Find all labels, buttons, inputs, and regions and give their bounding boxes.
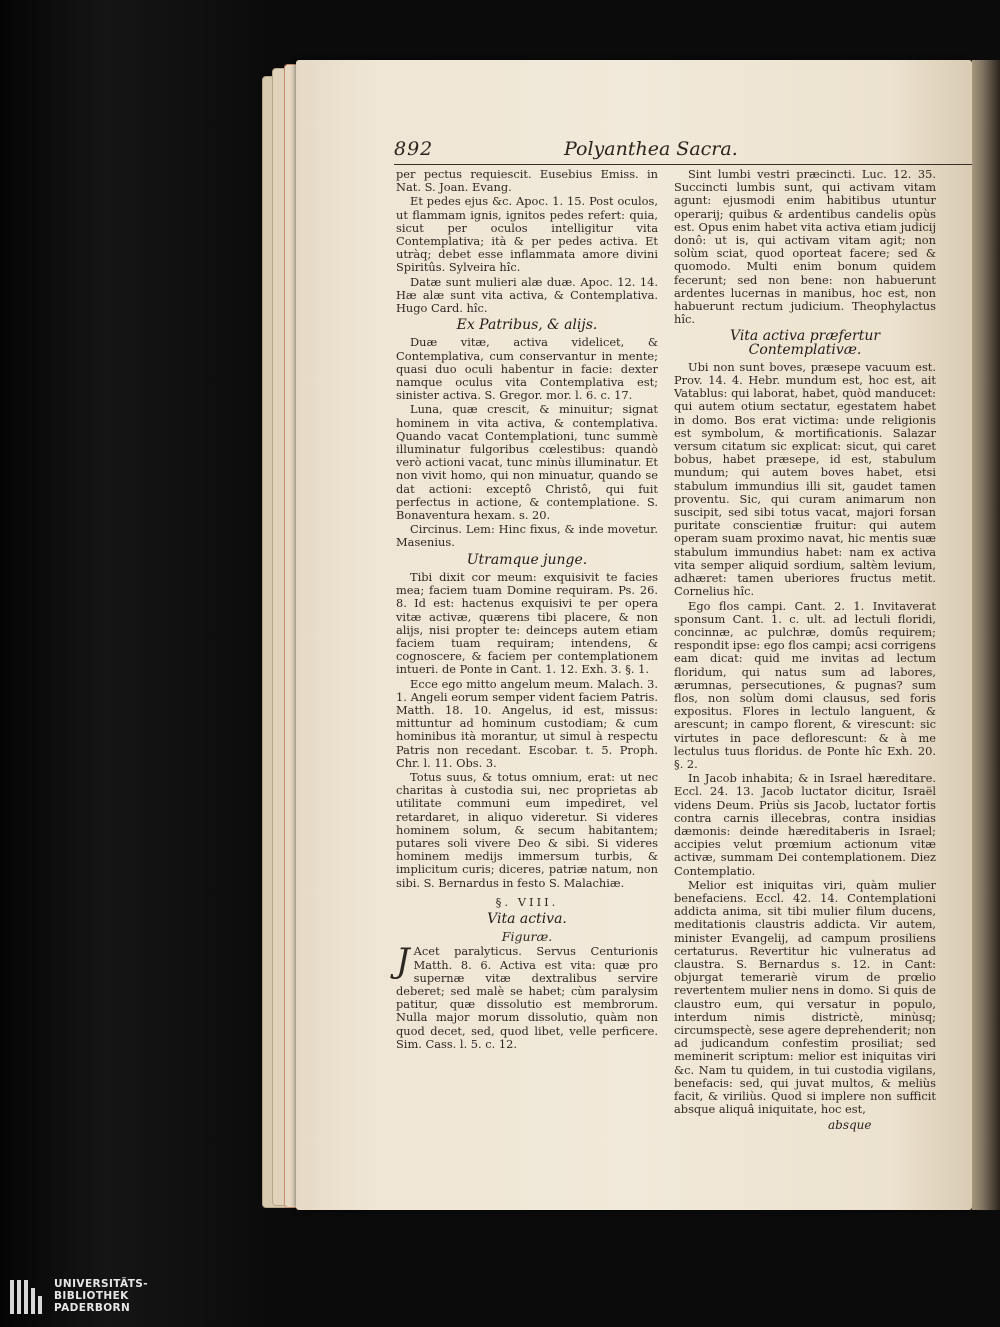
right-column-paragraph: Ubi non sunt boves, præsepe vacuum est. Prov. 14. 4. Hebr. mundum est, hoc est, ait Vatablus: qui laborat, habet, quòd manducet: qui autem otium sectatur, egestatem habet in domo. Bos erat victima: unde religionis est symbolum, & mortificationis. Salazar versum citatum sic explicat: sicut, qui caret bobus, habet præsepe, id est, stabulum mundum; qui autem boves habet, etsi stabulum immundius illi sit, gaudet tamen proventu. Sic, qui curam animarum non suscipit, sed sibi totus vacat, majori forsan puritate conscientiæ fruitur: qui autem operam suam proximo navat, hic mentis suæ stabulum immundius habet: nam ex activa vita semper aliquid sordium, saltèm levium, adhæret: tamen uberiores fructus metit. Cornelius hîc.: [674, 359, 936, 599]
left-column-heading: Figuræ.: [501, 929, 553, 945]
drop-cap: J: [396, 941, 410, 982]
left-column-paragraph: [396, 941, 658, 1051]
left-column-paragraph: Totus suus, & totus omnium, erat: ut nec charitas à custodia sui, nec proprietas ab utilitate communi eum impediret, vel retardaret, in aliquo videretur. Si videres hominem solum, & secum habitantem; putares soli vivere Deo & sibi. Si videres hominem medijs immersum turbis, & implicitum curis; diceres, patriæ natum, non sibi. S. Bernardus in festo S. Malachiæ.: [396, 769, 658, 890]
book-page: [296, 60, 972, 1210]
left-column-paragraph: per pectus requiescit. Eusebius Emiss. in Nat. S. Joan. Evang.: [396, 167, 658, 195]
logo-line-3: PADERBORN: [54, 1302, 131, 1314]
library-logo-icon: [10, 1280, 44, 1314]
right-column-paragraph: Melior est iniquitas viri, quàm mulier benefaciens. Eccl. 42. 14. Contemplationi addicta anima, sit tibi mulier filum ducens, meditationis claustris addicta. Vir autem, minister Evangelij, ad campum prosiliens certaturus. Revertitur hic vulneratus ad claustra. S. Bernardus s. 12. in Cant: objurgat temerariè virum de prœlio revertentem mulier nens in domo. Si quis de claustro eum, qui versatur in populo, interdum nimis districtè, minùsq; circumspectè, sese agere deprehenderit; non ad judicandum confestim prosiliat; sed meminerit scriptum: melior est iniquitas viri &c. Nam tu quidem, in tui custodia vigilans, benefacis: sed, qui juvat multos, & meliùs facit, & viriliùs. Quod si implere non sufficit absque aliquâ iniquitate, hoc est,: [674, 877, 936, 1117]
left-column-heading: §. VIII.: [495, 894, 559, 909]
logo-line-1: UNIVERSITÄTS-: [54, 1278, 149, 1290]
left-column-paragraph: Duæ vitæ, activa videlicet, & Contemplativa, cum conservantur in mente; quasi duo oculi habentur in facie: dexter namque oculus vita Contemplativa est; sinister activa. S. Gregor. mor. l. 6. c. 17.: [396, 335, 658, 403]
left-column-heading: Ex Patribus, & alijs.: [456, 317, 598, 334]
right-column-heading: Vita activa præfertur Contemplativæ.: [729, 328, 881, 358]
left-column-heading: Vita activa.: [487, 910, 567, 927]
running-head: Polyanthea Sacra.: [564, 138, 738, 160]
left-column-paragraph: Et pedes ejus &c. Apoc. 1. 15. Post oculos, ut flammam ignis, ignitos pedes refert: quia, sicut per oculos intelligitur vita Contemplativa; ità & per pedes activa. Et utràq; debet esse inflammata amore divini Spiritûs. Sylveira hîc.: [396, 194, 658, 275]
left-column-heading: Utramque junge.: [466, 551, 588, 568]
library-logo-text: [54, 1278, 214, 1314]
catchword: absque: [828, 1118, 872, 1132]
text-column-left: [396, 168, 658, 1052]
scanner-background: [0, 0, 262, 1327]
right-column-paragraph: Ego flos campi. Cant. 2. 1. Invitaverat sponsum Cant. 1. c. ult. ad lectuli floridi, concinnæ, ac pulchræ, domûs requirem; respondit ipse: ego flos campi; acsi corrigens eam dicat: quid me invitas ad lectum floridum, qui natus sum ad labores, ærumnas, persecutiones, & pugnas? sum flos, non solùm domi clausus, sed foris expositus. Flores in lectulo languent, & arescunt; in campo florent, & virescunt: sic virtutes in pace deflorescunt: & à me lectulus tuus floridus. de Ponte hîc Exh. 20. §. 2.: [674, 598, 936, 771]
left-column-paragraph: Ecce ego mitto angelum meum. Malach. 3. 1. Angeli eorum semper vident faciem Patris. Matth. 18. 10. Angelus, id est, missus: mittuntur ad hominum custodiam; & cum hominibus ità morantur, ut simul à respectu Patris non recedant. Escobar. t. 5. Proph. Chr. l. 11. Obs. 3.: [396, 676, 658, 770]
right-column-paragraph: In Jacob inhabita; & in Israel hæreditare. Eccl. 24. 13. Jacob luctator dicitur, Israël videns Deum. Priùs sis Jacob, luctator fortis contra carnis illecebras, contra insidias dæmonis: deinde hæreditaberis in Israel; accipies velut prœmium actionum vitæ activæ, summam Dei contemplationem. Diez Contemplatio.: [674, 771, 936, 878]
right-column-paragraph: Sint lumbi vestri præcincti. Luc. 12. 35. Succincti lumbis sunt, qui activam vitam agunt: ejusmodi enim habitibus utuntur operarij; quibus & ardentibus candelis opùs est. Opus enim habet vita activa etiam judicij donô: ut is, qui activam vitam agit; non solùm sciat, quod oporteat facere; sed & quomodo. Multi enim bonum quidem fecerunt; sed non bene: non habuerunt ardentes lucernas in manibus, hoc est, non habuerunt rectum judicium. Theophylactus hîc.: [674, 167, 936, 327]
left-column-paragraph: Tibi dixit cor meum: exquisivit te facies mea; faciem tuam Domine requiram. Ps. 26. 8. Id est: hactenus exquisivi te per opera vitæ activæ, quærens tibi placere, & non alijs, nisi propter te: deinceps autem etiam faciem tuam requiram; intendens, & cognoscere, & faciem per contemplationem intueri. de Ponte in Cant. 1. 12. Exh. 3. §. 1.: [396, 569, 658, 677]
logo-line-2: BIBLIOTHEK: [54, 1290, 129, 1302]
book-spine: [972, 60, 1000, 1210]
page-number: 892: [394, 138, 434, 160]
left-column-paragraph: Luna, quæ crescit, & minuitur; signat hominem in vita activa, & contemplativa. Quando vacat Contemplationi, tunc summè illuminatur fulgoribus cœlestibus: quandò verò actioni vacat, tunc minùs illuminatur. Et non vivit homo, qui non minuatur, quando se dat actioni: exceptô Christô, qui fuit perfectus in actione, & contemplatione. S. Bonaventura hexam. s. 20.: [396, 402, 658, 523]
left-column-paragraph: Circinus. Lem: Hinc fixus, & inde movetur. Masenius.: [396, 522, 658, 550]
text-column-right: [674, 168, 936, 1117]
page-header: [394, 138, 972, 165]
left-column-paragraph: Datæ sunt mulieri alæ duæ. Apoc. 12. 14. Hæ alæ sunt vita activa, & Contemplativa. Hugo Card. hîc.: [396, 274, 658, 316]
paragraph-text: Acet paralyticus. Servus Centurionis Matth. 8. 6. Activa est vita: quæ pro supernæ vitæ dextralibus servire deberet; sed malè se habet; cùm paralysim patitur, quæ dissolutio est membrorum. Nulla major morum dissolutio, quàm non quod decet, sed, quod libet, velle perficere. Sim. Cass. l. 5. c. 12.: [396, 944, 658, 1051]
library-logo: [10, 1278, 210, 1318]
